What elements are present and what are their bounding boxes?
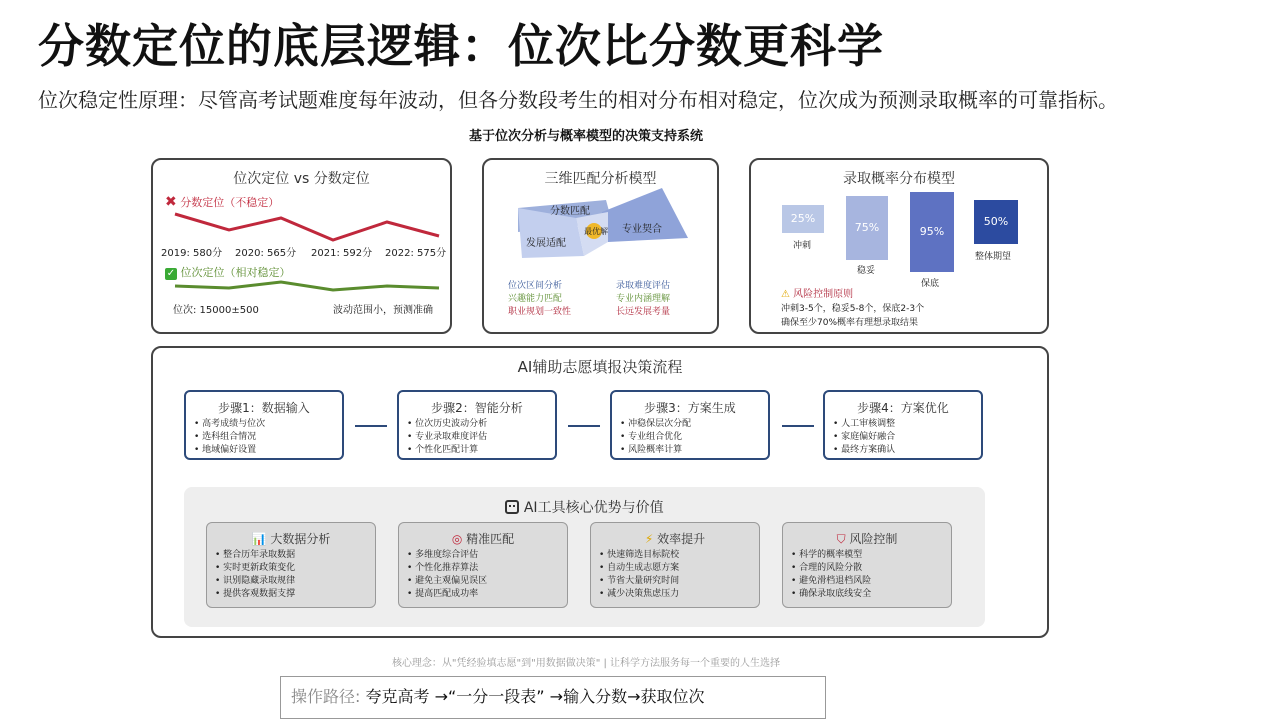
bar-chart-icon: 📊 xyxy=(251,532,267,546)
cross-icon: ✖ xyxy=(165,194,177,210)
step-item: • 高考成绩与位次 xyxy=(194,418,265,431)
match-item: 专业内涵理解 xyxy=(616,294,671,304)
advantage-item: • 合理的风险分散 xyxy=(791,562,871,575)
risk-line-2: 确保至少70%概率有理想录取结果 xyxy=(781,318,919,328)
page-title: 分数定位的底层逻辑：位次比分数更科学 xyxy=(38,19,884,73)
advantage-item: • 避免滑档退档风险 xyxy=(791,575,871,588)
matching-panel-title: 三维匹配分析模型 xyxy=(544,171,657,187)
advantage-card xyxy=(206,522,376,608)
lightning-icon: ⚡ xyxy=(644,532,654,546)
advantage-item: • 提供客观数据支撑 xyxy=(215,588,295,601)
match-item: 兴趣能力匹配 xyxy=(508,294,563,304)
advantage-card xyxy=(398,522,568,608)
probability-panel xyxy=(749,158,1049,334)
step-item: • 专业组合优化 xyxy=(620,431,691,444)
prob-bar-sprint xyxy=(782,205,824,233)
step-card xyxy=(610,390,770,460)
step-title: 步骤1：数据输入 xyxy=(218,401,310,415)
advantage-title-text: 精准匹配 xyxy=(466,532,515,546)
step-item: • 专业录取难度评估 xyxy=(407,431,487,444)
step-connector xyxy=(568,425,600,427)
rank-label-text: 位次定位（相对稳定） xyxy=(180,266,291,279)
step-connector xyxy=(355,425,387,427)
advantage-item: • 个性化推荐算法 xyxy=(407,562,487,575)
prob-pct: 25% xyxy=(790,212,816,225)
match-item: 长远发展考量 xyxy=(616,307,671,317)
prob-pct: 75% xyxy=(854,221,880,234)
advantage-item: • 自动生成志愿方案 xyxy=(599,562,679,575)
advantage-title xyxy=(399,530,567,547)
advantage-item: • 减少决策焦虑压力 xyxy=(599,588,679,601)
operation-path-box xyxy=(280,676,826,719)
advantage-item: • 快速筛选目标院校 xyxy=(599,549,679,562)
rank-label xyxy=(165,264,291,280)
prob-label: 稳妥 xyxy=(857,266,876,276)
risk-title xyxy=(781,285,853,300)
advantage-item: • 识别隐藏录取规律 xyxy=(215,575,295,588)
step-card xyxy=(184,390,344,460)
shield-icon: ⛉ xyxy=(836,532,846,546)
advantage-card xyxy=(590,522,760,608)
path-label: 操作路径: xyxy=(291,687,361,706)
advantage-items xyxy=(407,549,487,601)
prob-bar-expected xyxy=(974,200,1018,244)
step-item: • 家庭偏好融合 xyxy=(833,431,895,444)
growth-fit-label: 发展适配 xyxy=(526,238,566,249)
score-match-label: 分数匹配 xyxy=(550,206,590,217)
optimal-label: 最优解 xyxy=(584,227,608,236)
probability-panel-title: 录取概率分布模型 xyxy=(843,171,955,187)
advantage-item: • 避免主观偏见误区 xyxy=(407,575,487,588)
step-item: • 风险概率计算 xyxy=(620,444,691,457)
advantage-item: • 节省大量研究时间 xyxy=(599,575,679,588)
advantage-items xyxy=(599,549,679,601)
matching-model-panel xyxy=(482,158,719,334)
rank-value: 位次: 15000±500 xyxy=(173,305,259,316)
prob-bar-steady xyxy=(846,196,888,260)
advantage-title-text: 大数据分析 xyxy=(270,532,331,546)
advantage-title-text: 风险控制 xyxy=(849,532,898,546)
score-label xyxy=(165,194,279,210)
step-item: • 最终方案确认 xyxy=(833,444,895,457)
warning-icon: ⚠ xyxy=(781,289,790,300)
match-left-list xyxy=(508,280,571,319)
score-line xyxy=(175,214,439,240)
advantage-title xyxy=(783,530,951,547)
prob-label: 保底 xyxy=(921,279,940,289)
prob-label: 冲刺 xyxy=(793,241,812,251)
risk-line-1: 冲刺3-5个，稳妥5-8个，保底2-3个 xyxy=(781,304,925,314)
prob-label: 整体期望 xyxy=(975,252,1012,262)
step-title: 步骤3：方案生成 xyxy=(644,401,736,415)
step-connector xyxy=(782,425,814,427)
score-tick: 2022: 575分 xyxy=(385,248,447,259)
target-icon: ◎ xyxy=(451,532,463,546)
advantage-item: • 提高匹配成功率 xyxy=(407,588,487,601)
advantage-item: • 科学的概率模型 xyxy=(791,549,871,562)
advantage-items xyxy=(215,549,295,601)
step-item: • 冲稳保层次分配 xyxy=(620,418,691,431)
step-items xyxy=(833,418,895,457)
prob-bar-safe xyxy=(910,192,954,272)
step-item: • 人工审核调整 xyxy=(833,418,895,431)
advantages-title-text: AI工具核心优势与价值 xyxy=(523,500,664,516)
advantage-card xyxy=(782,522,952,608)
rank-vs-score-panel xyxy=(151,158,452,334)
advantage-item: • 多维度综合评估 xyxy=(407,549,487,562)
match-item: 职业规划一致性 xyxy=(508,307,572,317)
step-title: 步骤4：方案优化 xyxy=(857,401,949,415)
step-items xyxy=(194,418,265,457)
step-card xyxy=(397,390,557,460)
advantage-title-text: 效率提升 xyxy=(657,532,706,546)
step-item: • 选科组合情况 xyxy=(194,431,265,444)
risk-title-text: 风险控制原则 xyxy=(793,289,854,300)
prob-pct: 95% xyxy=(919,225,945,238)
step-items xyxy=(407,418,487,457)
advantage-item: • 整合历年录取数据 xyxy=(215,549,295,562)
advantage-items xyxy=(791,549,871,601)
match-item: 录取难度评估 xyxy=(616,281,671,291)
rank-line xyxy=(175,282,439,290)
step-title: 步骤2：智能分析 xyxy=(431,401,523,415)
step-item: • 位次历史波动分析 xyxy=(407,418,487,431)
rank-panel-title: 位次定位 vs 分数定位 xyxy=(233,171,370,187)
page-subtitle: 位次稳定性原理：尽管高考试题难度每年波动，但各分数段考生的相对分布相对稳定，位次成为预测录取概率的可靠指标。 xyxy=(38,88,1118,112)
path-text: 夸克高考 →“一分一段表” →输入分数→获取位次 xyxy=(365,687,705,706)
step-card xyxy=(823,390,983,460)
step-items xyxy=(620,418,691,457)
advantage-item: • 确保录取底线安全 xyxy=(791,588,871,601)
score-tick: 2021: 592分 xyxy=(311,248,373,259)
core-philosophy-note: 核心理念：从"凭经验填志愿"到"用数据做决策" | 让科学方法服务每一个重要的人生选择 xyxy=(391,658,781,669)
prob-pct: 50% xyxy=(983,215,1009,228)
advantage-item: • 实时更新政策变化 xyxy=(215,562,295,575)
match-right-list xyxy=(616,280,670,319)
score-tick: 2020: 565分 xyxy=(235,248,297,259)
score-label-text: 分数定位（不稳定） xyxy=(180,196,280,209)
robot-icon xyxy=(505,500,519,514)
score-tick: 2019: 580分 xyxy=(161,248,223,259)
advantage-title xyxy=(591,530,759,547)
step-item: • 地域偏好设置 xyxy=(194,444,265,457)
advantages-title xyxy=(184,497,985,517)
flow-title: AI辅助志愿填报决策流程 xyxy=(517,358,683,376)
rank-note: 波动范围小，预测准确 xyxy=(333,305,433,316)
major-fit-label: 专业契合 xyxy=(622,224,662,235)
advantage-title xyxy=(207,530,375,547)
step-item: • 个性化匹配计算 xyxy=(407,444,487,457)
diagram-title: 基于位次分析与概率模型的决策支持系统 xyxy=(468,129,703,144)
check-icon: ✓ xyxy=(166,268,176,279)
match-item: 位次区间分析 xyxy=(508,281,563,291)
